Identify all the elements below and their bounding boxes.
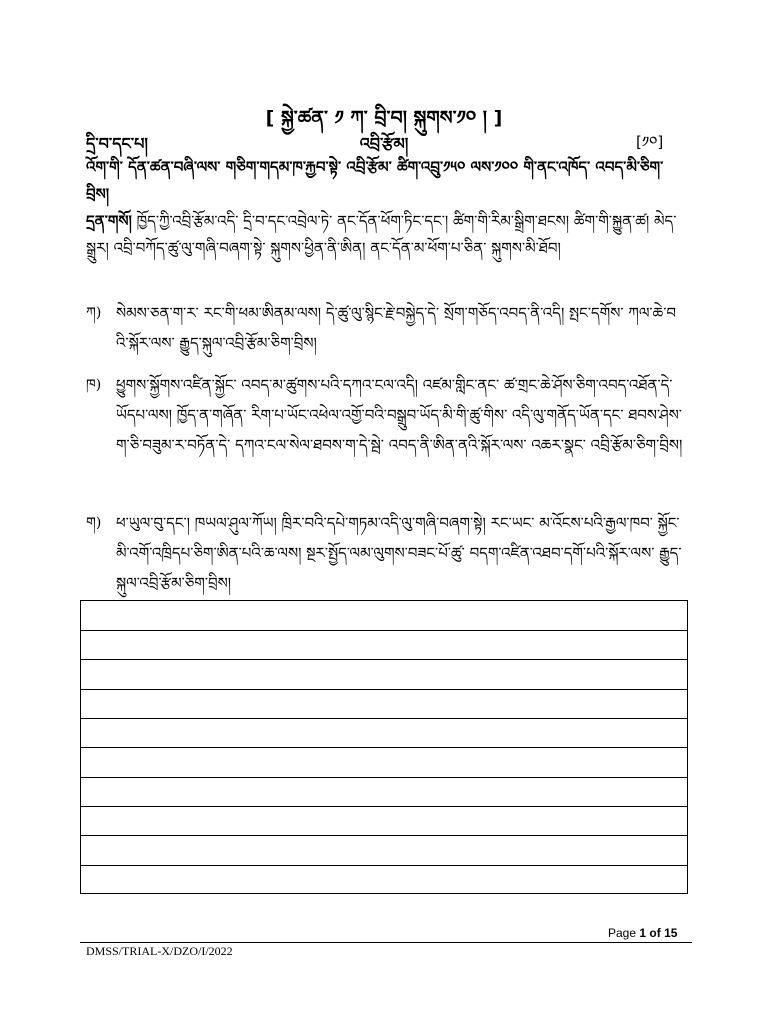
page-of: of: [649, 926, 661, 940]
footer-divider: [80, 942, 692, 943]
page-word: Page: [608, 926, 637, 940]
question-text: སེམས་ཅན་ག་ར་ རང་གི་ཕམ་ཨིནམ་ལས། དེ་ཚུ་ལུ་སྙིང་རྗེ་བསྐྱེད་དེ་ སྲོག་གཅོད་འབད་ནི་འདི། སྤང་དགོས་ ཀལ་ཆེ་བའི་སྐོར་ལས་ རྒྱུད་སྐུལ་འབྲི་རྩོམ་ཅིག་བྲིས།: [116, 304, 677, 352]
answer-line: [81, 659, 687, 660]
question-label: ཁ): [86, 377, 102, 393]
note-label: དྲན་གསོ།: [86, 212, 132, 230]
document-code: DMSS/TRIAL-X/DZO/I/2022: [86, 944, 233, 958]
question-ka: [86, 298, 686, 358]
answer-line: [81, 689, 687, 690]
question-text: ཕ་ཡུལ་བུ་དང་། ཁཡལ་ཤུལ་ཀོཡ། ཁྲིར་བའི་དཔེ་གཏམ་འདི་ལུ་གཞི་བཞག་སྟེ། རང་ཡང་ མ་འོངས་པའི་རྒྱལ་ཁབ་ སྐྱོང་མི་འགོ་འཁྲིདཔ་ཅིག་ཨིན་པའི་ཆ་ལས། སྔར་སྤྱོད་ལམ་ལུགས་བཟང་པོ་ཚུ་ བདག་འཛིན་འཐབ་དགོ་པའི་སྐོར་ལས་ རྒྱུད་སྐུལ་འབྲི་རྩོམ་ཅིག་བྲིས།: [116, 514, 682, 592]
answer-line: [81, 630, 687, 631]
answer-line: [81, 806, 687, 807]
page-title: [ སྐྱེ་ཚན་ ༡ ཀ་ བྲི་བ། སྐུགས་༡༠ ། ]: [265, 107, 503, 129]
note-block: [86, 208, 686, 262]
answer-lines-box[interactable]: [80, 600, 688, 894]
question-kha: [86, 370, 686, 460]
answer-line: [81, 718, 687, 719]
marks-label: [༡༠]: [636, 133, 664, 151]
section-label: དྲི་བ་དང་པ།: [86, 134, 148, 153]
page-number: [608, 926, 677, 940]
answer-line: [81, 777, 687, 778]
question-text: ཕྱུགས་སྐྱོགས་འཛིན་སྐྱོང་ འབད་མ་ཚུགས་པའི་དཀའ་ངལ་འདི། འཛམ་གླིང་ནང་ ཚ་གྲང་ཆེ་ཤོས་ཅིག་འབད་འཐོན་དེ་ ཡོདཔ་ལས། ཁྱོད་ན་གཞོན་ རིག་པ་ཡོང་འཕེལ་འགྱོ་བའི་བསྒྲུབ་ཡོད་མི་གི་ཚུ་གིས་ འདི་ལུ་གནོད་ཡོན་དང་ ཐབས་ཤེས་ག་ཅི་བཟུམ་ར་བཏོན་དེ་ དཀའ་ངལ་སེལ་ཐབས་ག་དེ་སྦེ་ འབད་ནི་ཨིན་ནའི་སྐོར་ལས་ འཆར་སྣང་ འབྲི་རྩོམ་ཅིག་བྲིས།: [116, 376, 683, 454]
section-heading: འབྲི་རྩོམ།: [359, 134, 409, 153]
answer-line: [81, 865, 687, 866]
answer-line: [81, 835, 687, 836]
answer-line: [81, 747, 687, 748]
question-label: ཀ): [86, 305, 102, 321]
instruction-text: འོག་གི་ དོན་ཚན་བཞི་ལས་ གཅིག་གདམ་ཁ་རྐྱབ་སྟེ་ འབྲི་རྩོམ་ ཚིག་འབྲུ་༡༥༠ ལས་༡༠༠ གི་ནང་འཁོད་ འབད་མི་ཅིག་བྲིས།: [86, 158, 664, 203]
page-current: 1: [639, 926, 647, 940]
question-ga: [86, 508, 686, 598]
question-label: ག): [86, 515, 102, 531]
page-total: 15: [664, 926, 678, 940]
note-text: ཁྱོད་ཀྱི་འབྲི་རྩོམ་འདི་ དྲི་བ་དང་འབྲེལ་ཏེ་ ནང་དོན་ཕོག་ཏིང་དང་། ཚིག་གི་རིམ་སྒྲིག་ཐངས། ཚིག་གི་སྐྱུན་ཚ། མེད་སྒྲུར། འབྲི་བཀོད་ཚུ་ལུ་གཞི་བཞག་སྟེ་ སྐུགས་ཕྱིན་ནི་ཨིན། ནང་དོན་མ་ཕོག་པ་ཅིན་ སྐུགས་མི་ཐོབ།: [86, 212, 677, 257]
